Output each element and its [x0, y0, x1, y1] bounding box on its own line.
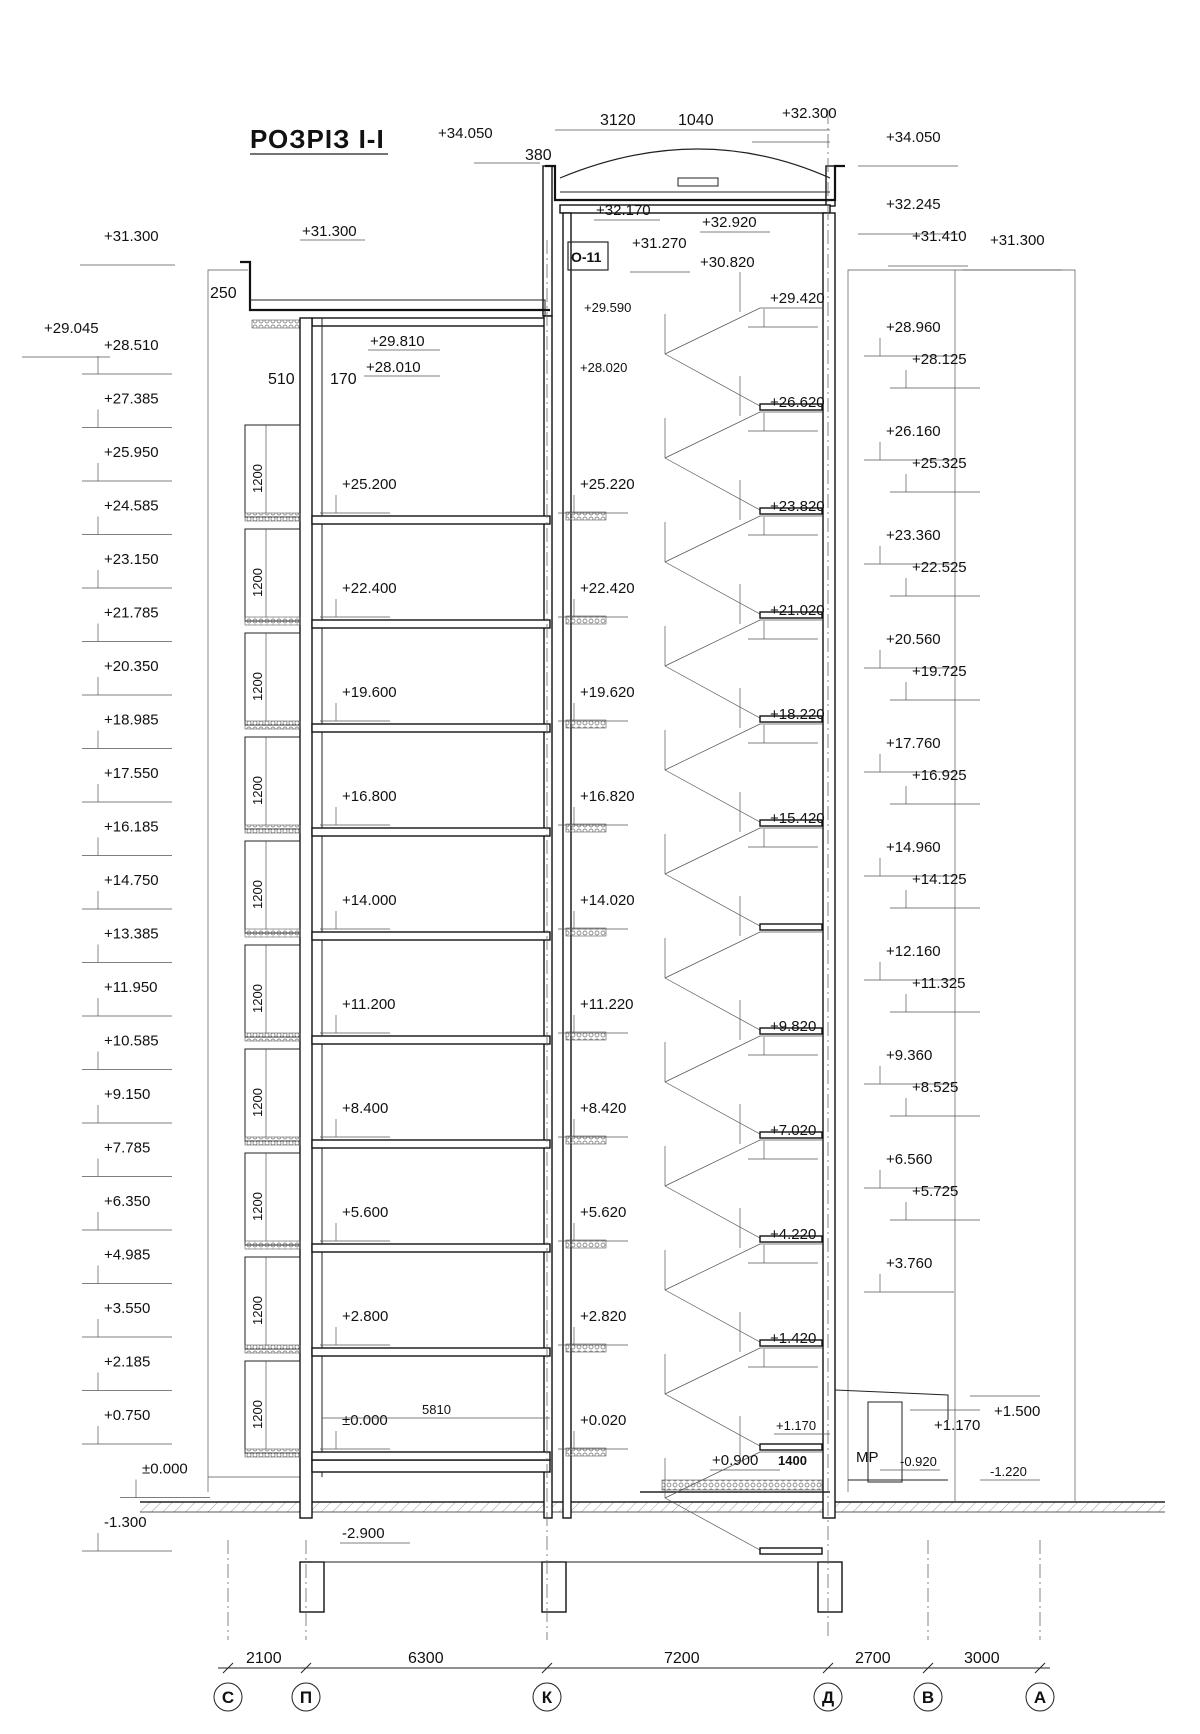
dim-5810: 5810: [422, 1402, 451, 1417]
level-entrance-1170-right: +1.170: [934, 1417, 981, 1434]
balconies: [245, 425, 300, 1457]
stair-landing-level-2: +19.620: [580, 684, 635, 701]
right-level-marks: [864, 319, 980, 1292]
axis-bubbles: [214, 1683, 1054, 1711]
dim-2700: 2700: [855, 1650, 891, 1667]
stair-right-level-2: +23.820: [770, 498, 825, 515]
right-level-7: +19.725: [912, 663, 967, 680]
mr-label: МР: [856, 1449, 879, 1466]
window-height-dim: 1200: [250, 984, 265, 1013]
floor-slab: [312, 932, 550, 940]
floor-level-4: +14.000: [342, 892, 397, 909]
floor-slab: [312, 1244, 550, 1252]
stair-landing-level-5: +11.220: [580, 996, 634, 1013]
ground: [140, 1502, 1165, 1512]
window-mark: О-11: [571, 249, 602, 265]
window-height-dim: 1200: [250, 1400, 265, 1429]
level-roof-f: +29.810: [370, 333, 425, 350]
floor-slab: [312, 1036, 550, 1044]
right-level-9: +16.925: [912, 767, 967, 784]
right-level-18: +3.760: [886, 1255, 933, 1272]
level-basement: -2.900: [342, 1525, 385, 1542]
stair-right-level-4: +18.220: [770, 706, 825, 723]
stairs: [665, 272, 825, 1554]
left-level-17: +4.985: [104, 1246, 151, 1264]
floor-level-0: +25.200: [342, 476, 397, 493]
left-level-8: +17.550: [104, 765, 159, 782]
stair-landing-level-1: +22.420: [580, 580, 635, 597]
stair-right-level-5: +15.420: [770, 810, 825, 827]
level-roof-e: +29.590: [584, 300, 632, 315]
stair-landing-level-8: +2.820: [580, 1308, 627, 1325]
floor-level-6: +8.400: [342, 1100, 389, 1117]
floor-slab: [312, 828, 550, 836]
floor-level-1: +22.400: [342, 580, 397, 597]
axis-label-v: В: [921, 1688, 935, 1707]
floor-slab: [312, 1452, 550, 1460]
left-level-0: +28.510: [104, 337, 159, 354]
floor-slabs: [312, 476, 635, 1460]
left-level-16: +6.350: [104, 1193, 151, 1210]
level-roof-c: +31.270: [632, 235, 687, 252]
right-level-16: +6.560: [886, 1151, 933, 1168]
stair-landing-level-0: +25.220: [580, 476, 635, 493]
level-roof-g: +28.010: [366, 359, 421, 376]
stair-landing-level-3: +16.820: [580, 788, 635, 805]
stair-landing-level-9: +0.020: [580, 1412, 627, 1429]
right-level-12: +12.160: [886, 943, 941, 960]
floor-level-3: +16.800: [342, 788, 397, 805]
floor-slab: [312, 724, 550, 732]
dim-1400: 1400: [778, 1453, 807, 1468]
window-height-dim: 1200: [250, 672, 265, 701]
axis-label-k: К: [541, 1688, 553, 1707]
left-level-9: +16.185: [104, 818, 159, 836]
left-level-11: +13.385: [104, 925, 159, 943]
level-entrance-1500: +1.500: [994, 1403, 1041, 1420]
right-level-17: +5.725: [912, 1183, 959, 1200]
left-level-7: +18.985: [104, 711, 159, 729]
floor-slab: [312, 1140, 550, 1148]
level-far-left-29045: +29.045: [44, 320, 99, 337]
left-level-4: +23.150: [104, 551, 159, 568]
axis-label-a: А: [1033, 1688, 1047, 1707]
left-level-12: +11.950: [104, 979, 158, 996]
floor-level-2: +19.600: [342, 684, 397, 701]
left-level-marks: [22, 228, 210, 1551]
level-roof-b: +32.920: [702, 214, 757, 231]
left-level-14: +9.150: [104, 1086, 151, 1103]
floor-slab: [312, 1348, 550, 1356]
left-level-3: +24.585: [104, 497, 159, 515]
left-level-13: +10.585: [104, 1032, 159, 1050]
level-right-c: +31.300: [990, 232, 1045, 249]
left-level-20: +0.750: [104, 1407, 151, 1424]
right-level-6: +20.560: [886, 631, 941, 648]
level-entrance-1170: +1.170: [776, 1418, 817, 1433]
level-right-a: +32.245: [886, 196, 941, 213]
floor-slab: [312, 516, 550, 524]
right-level-11: +14.125: [912, 871, 967, 888]
axis-label-s: С: [221, 1688, 235, 1707]
window-height-dim: 1200: [250, 568, 265, 597]
dim-7200: 7200: [664, 1650, 700, 1667]
floor-level-9: ±0.000: [342, 1412, 388, 1429]
dim-380: 380: [525, 147, 552, 164]
right-level-8: +17.760: [886, 735, 941, 752]
stair-right-level-1: +26.620: [770, 394, 825, 411]
right-level-0: +28.960: [886, 319, 941, 336]
left-level-21: ±0.000: [142, 1460, 188, 1478]
axis-label-p: П: [299, 1688, 313, 1707]
level-right-b: +31.410: [912, 228, 967, 245]
left-level-6: +20.350: [104, 658, 159, 675]
right-level-5: +22.525: [912, 559, 967, 576]
drawing-title: РОЗРІЗ І-І: [250, 124, 385, 154]
bottom-dimensions: [218, 1650, 1050, 1673]
level-roof-h: +28.020: [580, 360, 628, 375]
level-tower-top-right: +34.050: [886, 129, 941, 146]
building-structure: [240, 149, 845, 1612]
stair-right-level-6: +9.820: [770, 1018, 817, 1035]
stair-right-level-7: +7.020: [770, 1122, 817, 1139]
right-level-13: +11.325: [912, 975, 966, 992]
left-level-22: -1.300: [104, 1514, 147, 1531]
axis-label-d: Д: [821, 1688, 835, 1707]
level-roof-a: +32.170: [596, 202, 651, 219]
right-level-10: +14.960: [886, 839, 941, 856]
dim-170: 170: [330, 371, 357, 388]
right-level-1: +28.125: [912, 351, 967, 368]
dim-1040: 1040: [678, 112, 714, 129]
level-arch-top: +32.300: [782, 105, 837, 122]
dim-2100: 2100: [246, 1650, 282, 1667]
stair-right-level-9: +1.420: [770, 1330, 817, 1347]
level-entrance-0920: -0.920: [900, 1454, 937, 1469]
right-level-14: +9.360: [886, 1047, 933, 1064]
left-level-2: +25.950: [104, 444, 159, 461]
stair-right-level-8: +4.220: [770, 1226, 817, 1243]
level-far-left-31300: +31.300: [104, 228, 159, 245]
window-height-dim: 1200: [250, 880, 265, 909]
stair-landing-level-6: +8.420: [580, 1100, 627, 1117]
right-level-4: +23.360: [886, 527, 941, 544]
level-left-parapet: +31.300: [302, 223, 357, 240]
dim-3000: 3000: [964, 1650, 1000, 1667]
floor-slab: [312, 620, 550, 628]
window-height-dim: 1200: [250, 1088, 265, 1117]
left-level-10: +14.750: [104, 872, 159, 889]
right-level-3: +25.325: [912, 455, 967, 472]
left-level-5: +21.785: [104, 604, 159, 622]
stair-right-level-0: +29.420: [770, 290, 825, 307]
left-level-18: +3.550: [104, 1300, 151, 1317]
left-level-15: +7.785: [104, 1139, 151, 1157]
dim-6300: 6300: [408, 1650, 444, 1667]
window-height-dim: 1200: [250, 1296, 265, 1325]
floor-level-8: +2.800: [342, 1308, 389, 1325]
dim-250: 250: [210, 285, 237, 302]
left-level-19: +2.185: [104, 1353, 151, 1371]
window-height-dim: 1200: [250, 776, 265, 805]
right-level-2: +26.160: [886, 423, 941, 440]
level-entrance-0900: +0.900: [712, 1452, 759, 1469]
floor-level-7: +5.600: [342, 1204, 389, 1221]
stair-right-level-3: +21.020: [770, 602, 825, 619]
level-roof-d: +30.820: [700, 254, 755, 271]
window-height-dim: 1200: [250, 1192, 265, 1221]
level-tower-top: +34.050: [438, 125, 493, 142]
stair-landing-level-4: +14.020: [580, 892, 635, 909]
right-level-15: +8.525: [912, 1079, 959, 1096]
dim-3120: 3120: [600, 112, 636, 129]
window-height-dim: 1200: [250, 464, 265, 493]
dim-510: 510: [268, 371, 295, 388]
level-entrance-1220: -1.220: [990, 1464, 1027, 1479]
stair-landing-level-7: +5.620: [580, 1204, 627, 1221]
floor-level-5: +11.200: [342, 996, 396, 1013]
left-level-1: +27.385: [104, 390, 159, 408]
